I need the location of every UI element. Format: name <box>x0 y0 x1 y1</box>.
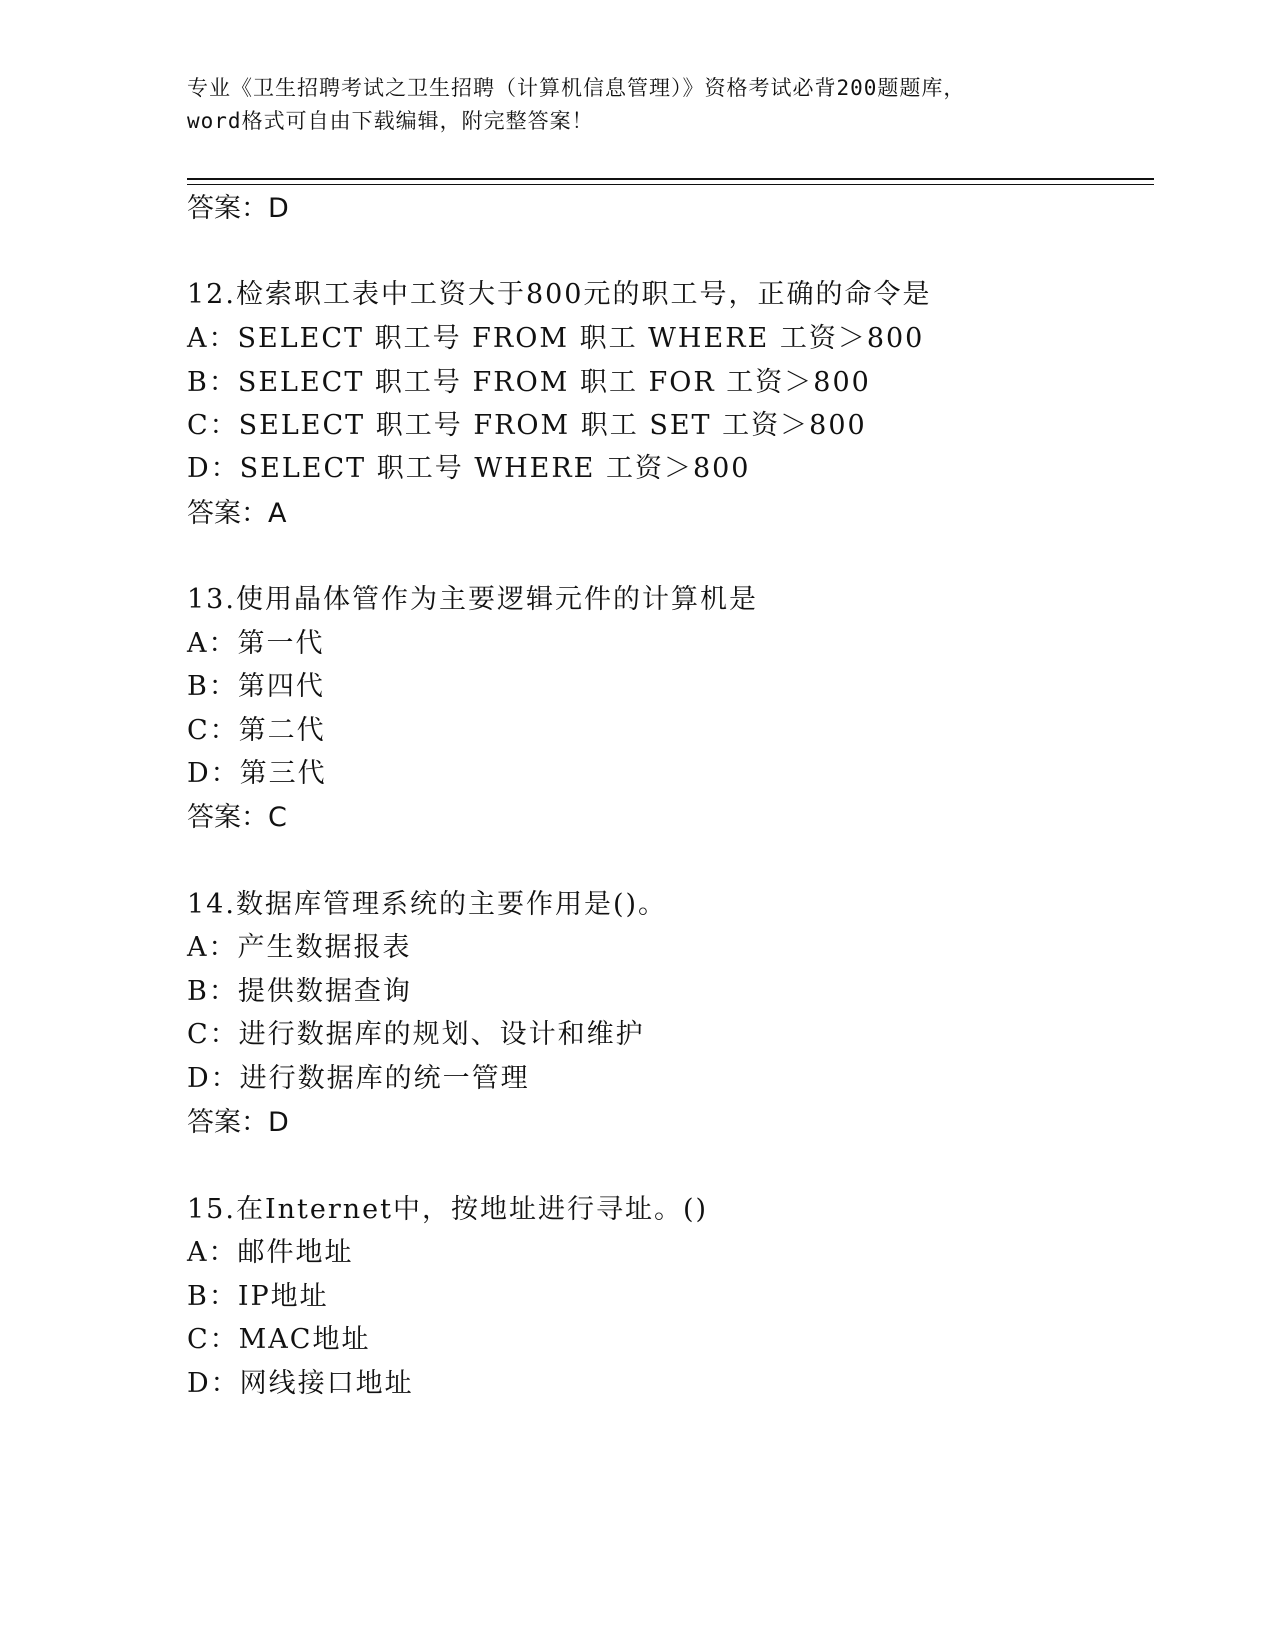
question-14-option-b: B：提供数据查询 <box>187 976 412 1007</box>
header-rule-thin <box>187 184 1154 185</box>
question-12-option-c: C：SELECT 职工号 FROM 职工 SET 工资＞800 <box>187 410 867 441</box>
header-line-2: word格式可自由下载编辑，附完整答案！ <box>187 109 594 133</box>
answer-line: 答案：D <box>187 193 289 224</box>
question-13-text: 13.使用晶体管作为主要逻辑元件的计算机是 <box>187 584 758 615</box>
question-12-option-a: A：SELECT 职工号 FROM 职工 WHERE 工资＞800 <box>187 323 925 354</box>
document-header <box>187 72 1087 138</box>
header-line-1: 专业《卫生招聘考试之卫生招聘（计算机信息管理）》资格考试必背200题题库， <box>187 76 966 100</box>
question-14-option-c: C：进行数据库的规划、设计和维护 <box>187 1019 645 1050</box>
question-13-option-b: B：第四代 <box>187 671 325 702</box>
question-12-answer: 答案：A <box>187 498 287 529</box>
question-14-text: 14.数据库管理系统的主要作用是()。 <box>187 889 668 920</box>
question-14-option-a: A：产生数据报表 <box>187 932 412 963</box>
question-15-text: 15.在Internet中，按地址进行寻址。() <box>187 1194 709 1225</box>
question-15-option-c: C：MAC地址 <box>187 1324 371 1355</box>
question-15-option-b: B：IP地址 <box>187 1281 329 1312</box>
question-13-answer: 答案：C <box>187 802 287 833</box>
question-12-text: 12.检索职工表中工资大于800元的职工号，正确的命令是 <box>187 279 932 310</box>
question-12-option-d: D：SELECT 职工号 WHERE 工资＞800 <box>187 453 751 484</box>
question-15-option-d: D：网线接口地址 <box>187 1368 414 1399</box>
question-12-option-b: B：SELECT 职工号 FROM 职工 FOR 工资＞800 <box>187 367 871 398</box>
header-rule-thick <box>187 178 1154 180</box>
question-13-option-c: C：第二代 <box>187 715 326 746</box>
question-14-option-d: D：进行数据库的统一管理 <box>187 1063 530 1094</box>
question-15-option-a: A：邮件地址 <box>187 1237 354 1268</box>
question-13-option-d: D：第三代 <box>187 758 327 789</box>
question-14-answer: 答案：D <box>187 1107 289 1138</box>
question-13-option-a: A：第一代 <box>187 628 325 659</box>
